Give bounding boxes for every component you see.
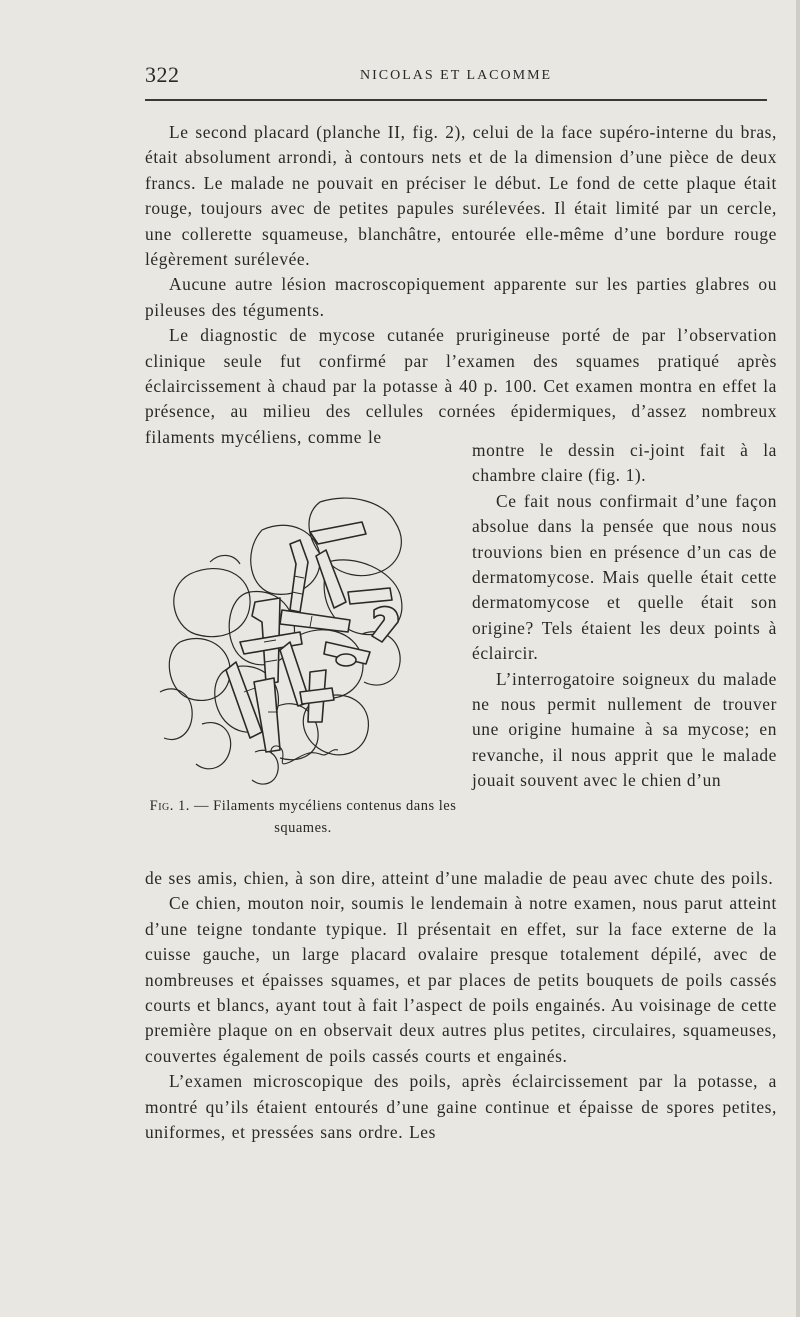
paragraph: Ce fait nous confirmait d’une façon absolue dans la pensée que nous nous trouvions bien en présence d’un cas de dermatomycose. Mais quelle était cette dermatomycose et quelle était son origine? Tels étaient les deux points à éclaircir. [472, 490, 777, 664]
paragraph: Ce chien, mouton noir, soumis le lendemain à notre examen, nous parut atteint d’une teigne tondante typique. Il présentait en effet, sur la face externe de la cuisse gauche, un large placard ovalaire presque totalement dépilé, avec de nombreuses et épaisses squames, et par places de petits bouquets de poils cassés courts et blancs, ayant tout à fait l’aspect de poils engainés. Au voisinage de cette première plaque on en observait deux autres plus petites, circulaires, squameuses, couvertes également de poils cassés courts et engainés. [145, 893, 777, 1066]
figure-drawing [150, 492, 450, 792]
paragraph: L’examen microscopique des poils, après éclaircissement par la potasse, a montré qu’ils étaient entourés d’une gaine continue et épaisse de spores petites, uniformes, et pressées sans ordre. Les [145, 1071, 777, 1143]
mycelium-illustration [150, 492, 450, 792]
caption-label: Fig. 1. [149, 798, 190, 814]
body-text-top [145, 120, 777, 450]
paragraph-continuation: de ses amis, chien, à son dire, atteint d’une maladie de peau avec chute des poils. [145, 868, 774, 888]
running-title: NICOLAS ET LACOMME [360, 68, 553, 83]
page-header [145, 60, 767, 88]
artist-signature [271, 746, 338, 764]
paragraph: Le second placard (planche II, fig. 2), celui de la face supéro-interne du bras, était absolument arrondi, à contours nets et de la dimension d’une pièce de deux francs. Le malade ne pouvait en préciser le début. Le fond de cette plaque était rouge, toujours avec de petites papules surélevées. Il était limité par un cercle, une collerette squameuse, blanchâtre, entourée elle-même d’une bordure rouge légèrement surélevée. [145, 122, 777, 270]
body-text-bottom [145, 866, 777, 1145]
page-edge [796, 0, 800, 1317]
figure-wrap-text [472, 438, 777, 794]
header-rule [145, 99, 767, 101]
paragraph: Aucune autre lésion macroscopiquement apparente sur les parties glabres ou pileuses des téguments. [145, 274, 777, 320]
paragraph: L’interrogatoire soigneux du malade ne nous permit nullement de trouver une origine humaine à sa mycose; en revanche, il nous apprit que le malade jouait souvent avec le chien d’un [472, 668, 777, 791]
paragraph: Le diagnostic de mycose cutanée prurigineuse porté de par l’observation clinique seule fut confirmé par l’examen des squames pratiqué après éclaircissement à chaud par la potasse à 40 p. 100. Cet examen montra en effet la présence, au milieu des cellules cornées épidermiques, d’assez nombreux filaments mycéliens, comme le [145, 325, 777, 447]
figure-caption [143, 795, 463, 839]
page-number: 322 [145, 62, 180, 87]
mycelial-filaments [226, 522, 398, 752]
paragraph: montre le dessin ci-joint fait à la chambre claire (fig. 1). [472, 440, 777, 486]
caption-text: — Filaments mycéliens contenus dans les squames. [194, 798, 457, 836]
